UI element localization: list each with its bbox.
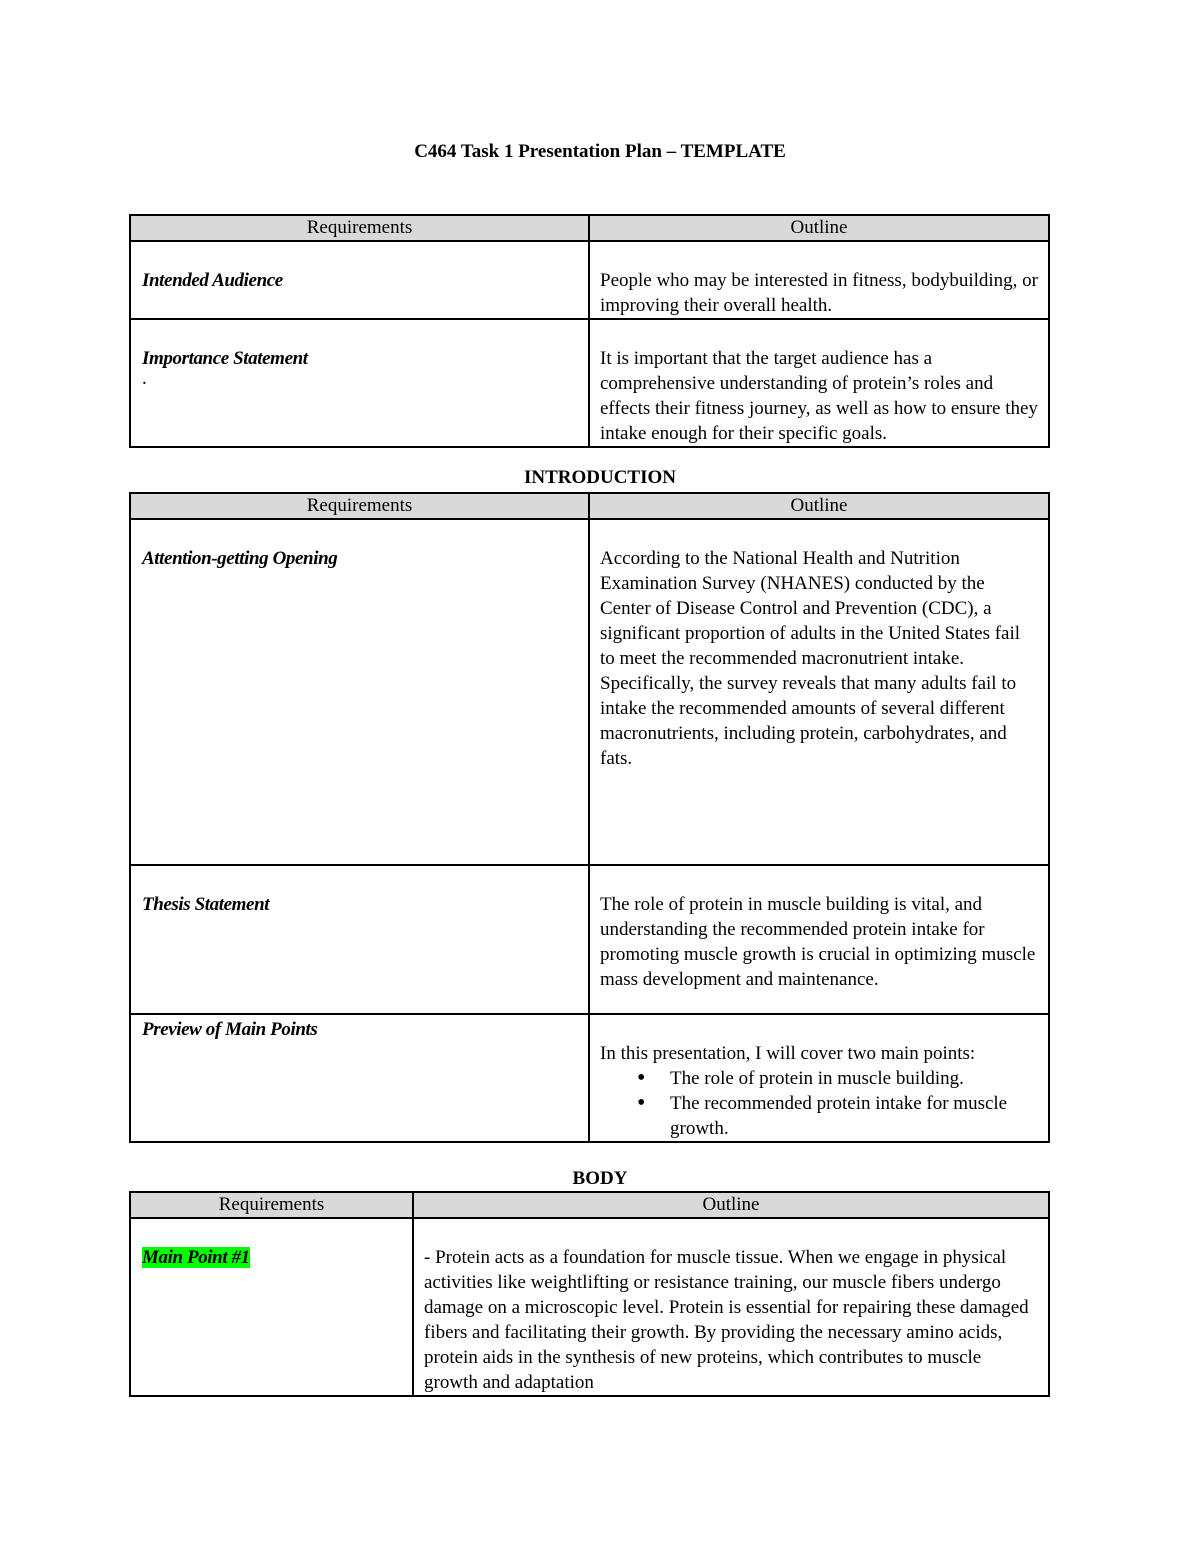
body-heading: BODY [572,1168,628,1189]
requirement-cell [130,865,589,1014]
preview-points-outline [589,1014,1049,1142]
table-row [130,519,1049,865]
requirement-cell [130,241,589,319]
table-header-row [130,493,1049,519]
requirement-cell [130,519,589,865]
table-row [130,1014,1049,1142]
introduction-heading: INTRODUCTION [523,467,677,488]
outline-header: Outline [589,215,1049,241]
intended-audience-label: Intended Audience [142,270,283,291]
table-header-row [130,1192,1049,1218]
outline-header: Outline [589,493,1049,519]
table-header-row [130,215,1049,241]
attention-opening-label: Attention-getting Opening [142,548,338,569]
page-title: C464 Task 1 Presentation Plan – TEMPLATE [414,141,786,162]
requirement-cell [130,1014,589,1142]
thesis-statement-outline: The role of protein in muscle building is vital, and understanding the recommended protein intake for promoting muscle growth is crucial in optimizing muscle mass development and maintenance. [589,865,1049,1014]
preview-points-label: Preview of Main Points [142,1019,318,1040]
outline-header: Outline [413,1192,1049,1218]
preview-intro-text: In this presentation, I will cover two main points: [600,1043,976,1064]
intended-audience-outline: People who may be interested in fitness, bodybuilding, or improving their overall health. [589,241,1049,319]
requirements-header: Requirements [130,1192,413,1218]
overview-table [129,214,1050,448]
body-table [129,1191,1050,1397]
requirements-header: Requirements [130,493,589,519]
preview-bullet-list [600,1066,1038,1141]
requirement-cell [130,319,589,447]
importance-statement-label: Importance Statement [142,348,308,369]
table-row [130,1218,1049,1396]
thesis-statement-label: Thesis Statement [142,894,270,915]
list-item: • The role of protein in muscle building. [670,1066,1038,1091]
requirement-cell [130,1218,413,1396]
introduction-table [129,492,1050,1143]
main-point-1-outline: - Protein acts as a foundation for muscle tissue. When we engage in physical activities like weightlifting or resistance training, our muscle fibers undergo damage on a microscopic level. Protein is essential for repairing these damaged fibers and facilitating their growth. By providing the necessary amino acids, protein aids in the synthesis of new proteins, which contributes to muscle growth and adaptation [413,1218,1049,1396]
table-row [130,865,1049,1014]
importance-statement-note: . [142,368,147,389]
main-point-1-label: Main Point #1 [142,1247,250,1268]
table-row [130,319,1049,447]
list-item: • The recommended protein intake for muscle growth. [670,1091,1038,1141]
table-row [130,241,1049,319]
attention-opening-outline: According to the National Health and Nutrition Examination Survey (NHANES) conducted by the Center of Disease Control and Prevention (CDC), a significant proportion of adults in the United States fail to meet the recommended macronutrient intake. Specifically, the survey reveals that many adults fail to intake the recommended amounts of several different macronutrients, including protein, carbohydrates, and fats. [589,519,1049,865]
importance-statement-outline: It is important that the target audience has a comprehensive understanding of protein’s roles and effects their fitness journey, as well as how to ensure they intake enough for their specific goals. [589,319,1049,447]
requirements-header: Requirements [130,215,589,241]
